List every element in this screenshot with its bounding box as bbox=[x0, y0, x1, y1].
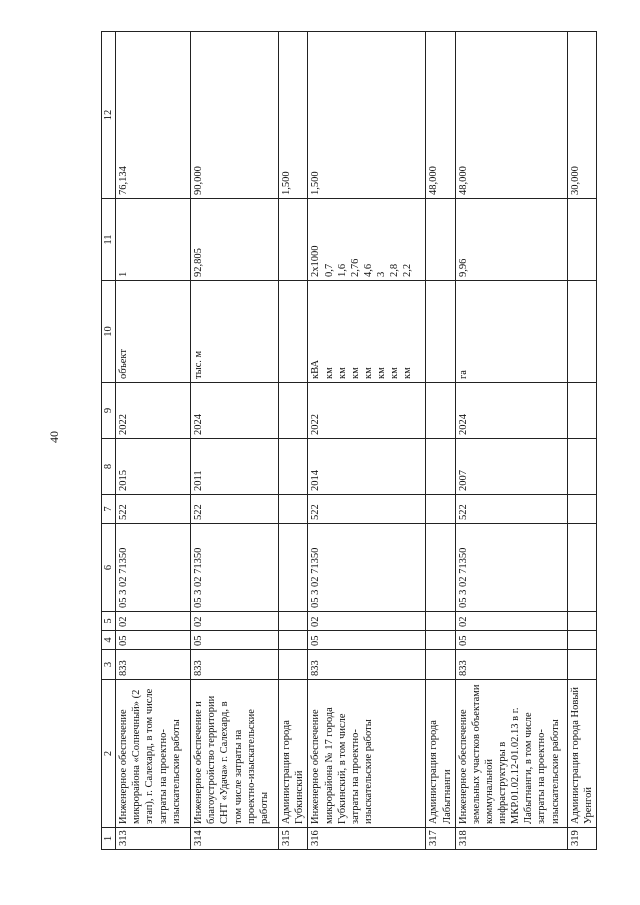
amount-cell: 30,000 bbox=[567, 32, 596, 199]
row-number: 315 bbox=[279, 828, 308, 850]
year-cell bbox=[567, 439, 596, 495]
capacity-cell bbox=[567, 199, 596, 281]
row-number: 316 bbox=[308, 828, 426, 850]
code-cell: 05 bbox=[116, 631, 191, 650]
code-cell bbox=[567, 650, 596, 680]
header-cell: 3 bbox=[102, 650, 116, 680]
header-cell: 5 bbox=[102, 612, 116, 631]
table-row bbox=[308, 32, 426, 850]
capacity-cell: 2x1000 0,7 1,6 2,76 4,6 3 2,8 2,2 bbox=[308, 199, 426, 281]
table-row bbox=[455, 32, 567, 850]
amount-cell: 48,000 bbox=[426, 32, 455, 199]
row-number: 317 bbox=[426, 828, 455, 850]
unit-cell: объект bbox=[116, 281, 191, 383]
code-cell bbox=[426, 631, 455, 650]
header-cell: 6 bbox=[102, 524, 116, 612]
header-cell: 12 bbox=[102, 32, 116, 199]
code-cell: 02 bbox=[455, 612, 567, 631]
year-cell bbox=[279, 383, 308, 439]
amount-cell: 76,134 bbox=[116, 32, 191, 199]
unit-cell bbox=[426, 281, 455, 383]
code-cell bbox=[567, 495, 596, 524]
table-row bbox=[116, 32, 191, 850]
capacity-cell bbox=[426, 199, 455, 281]
code-cell: 522 bbox=[116, 495, 191, 524]
unit-cell bbox=[279, 281, 308, 383]
year-cell bbox=[426, 383, 455, 439]
row-number: 319 bbox=[567, 828, 596, 850]
table-row bbox=[279, 32, 308, 850]
code-cell bbox=[426, 612, 455, 631]
code-cell bbox=[279, 631, 308, 650]
code-cell: 522 bbox=[308, 495, 426, 524]
code-cell: 05 3 02 71350 bbox=[191, 524, 279, 612]
code-cell bbox=[567, 524, 596, 612]
unit-cell: га bbox=[455, 281, 567, 383]
code-cell: 522 bbox=[191, 495, 279, 524]
header-cell: 11 bbox=[102, 199, 116, 281]
year-cell: 2024 bbox=[191, 383, 279, 439]
year-cell bbox=[426, 439, 455, 495]
code-cell bbox=[426, 495, 455, 524]
header-cell: 9 bbox=[102, 383, 116, 439]
code-cell: 05 bbox=[308, 631, 426, 650]
code-cell bbox=[426, 524, 455, 612]
budget-table bbox=[101, 31, 597, 850]
year-cell: 2015 bbox=[116, 439, 191, 495]
code-cell: 05 3 02 71350 bbox=[455, 524, 567, 612]
amount-cell: 90,000 bbox=[191, 32, 279, 199]
year-cell bbox=[279, 439, 308, 495]
unit-cell: тыс. м bbox=[191, 281, 279, 383]
object-name: Администрация города Новый Уренгой bbox=[567, 680, 596, 828]
header-cell: 1 bbox=[102, 828, 116, 850]
amount-cell: 48,000 bbox=[455, 32, 567, 199]
row-number: 314 bbox=[191, 828, 279, 850]
code-cell bbox=[426, 650, 455, 680]
rotated-table-container bbox=[101, 32, 611, 850]
amount-cell: 1,500 bbox=[279, 32, 308, 199]
capacity-cell bbox=[279, 199, 308, 281]
code-cell: 02 bbox=[308, 612, 426, 631]
year-cell bbox=[567, 383, 596, 439]
code-cell: 833 bbox=[191, 650, 279, 680]
code-cell bbox=[279, 524, 308, 612]
header-cell: 4 bbox=[102, 631, 116, 650]
object-name: Инженерное обеспечение земельных участков объектами коммунальной инфраструктуры в МКР.01.02.12-01.02.13 в г. Лабытнанги, в том числе затраты на проектно-изыскательские работы bbox=[455, 680, 567, 828]
unit-cell: кВА км км км км км км км bbox=[308, 281, 426, 383]
row-number: 318 bbox=[455, 828, 567, 850]
year-cell: 2024 bbox=[455, 383, 567, 439]
capacity-cell: 9,96 bbox=[455, 199, 567, 281]
code-cell: 05 bbox=[191, 631, 279, 650]
table-row bbox=[567, 32, 596, 850]
year-cell: 2022 bbox=[116, 383, 191, 439]
header-cell: 10 bbox=[102, 281, 116, 383]
code-cell: 05 3 02 71350 bbox=[116, 524, 191, 612]
row-number: 313 bbox=[116, 828, 191, 850]
code-cell: 02 bbox=[116, 612, 191, 631]
unit-cell bbox=[567, 281, 596, 383]
capacity-cell: 1 bbox=[116, 199, 191, 281]
code-cell: 02 bbox=[191, 612, 279, 631]
year-cell: 2011 bbox=[191, 439, 279, 495]
object-name: Инженерное обеспечение микрорайона № 17 города Губкинский, в том числе затраты на проектно-изыскательские работы bbox=[308, 680, 426, 828]
code-cell bbox=[567, 631, 596, 650]
header-cell: 2 bbox=[102, 680, 116, 828]
capacity-cell: 92,805 bbox=[191, 199, 279, 281]
code-cell bbox=[279, 650, 308, 680]
object-name: Администрация города Губкинский bbox=[279, 680, 308, 828]
code-cell: 833 bbox=[455, 650, 567, 680]
table-row bbox=[191, 32, 279, 850]
code-cell: 833 bbox=[116, 650, 191, 680]
header-cell: 8 bbox=[102, 439, 116, 495]
table-row bbox=[426, 32, 455, 850]
object-name: Инженерное обеспечение микрорайона «Солнечный» (2 этап), г. Салехард, в том числе затраты на проектно-изыскательские работы bbox=[116, 680, 191, 828]
code-cell: 05 3 02 71350 bbox=[308, 524, 426, 612]
header-row bbox=[102, 32, 116, 850]
code-cell bbox=[567, 612, 596, 631]
object-name: Администрация города Лабытнанги bbox=[426, 680, 455, 828]
header-cell: 7 bbox=[102, 495, 116, 524]
page-number: 40 bbox=[47, 431, 61, 443]
code-cell: 833 bbox=[308, 650, 426, 680]
object-name: Инженерное обеспечение и благоустройство территории СНТ «Удача» г. Салехард, в том числе затраты на проектно-изыскательские работы bbox=[191, 680, 279, 828]
code-cell bbox=[279, 495, 308, 524]
year-cell: 2022 bbox=[308, 383, 426, 439]
code-cell: 522 bbox=[455, 495, 567, 524]
year-cell: 2014 bbox=[308, 439, 426, 495]
code-cell: 05 bbox=[455, 631, 567, 650]
code-cell bbox=[279, 612, 308, 631]
amount-cell: 1,500 bbox=[308, 32, 426, 199]
year-cell: 2007 bbox=[455, 439, 567, 495]
